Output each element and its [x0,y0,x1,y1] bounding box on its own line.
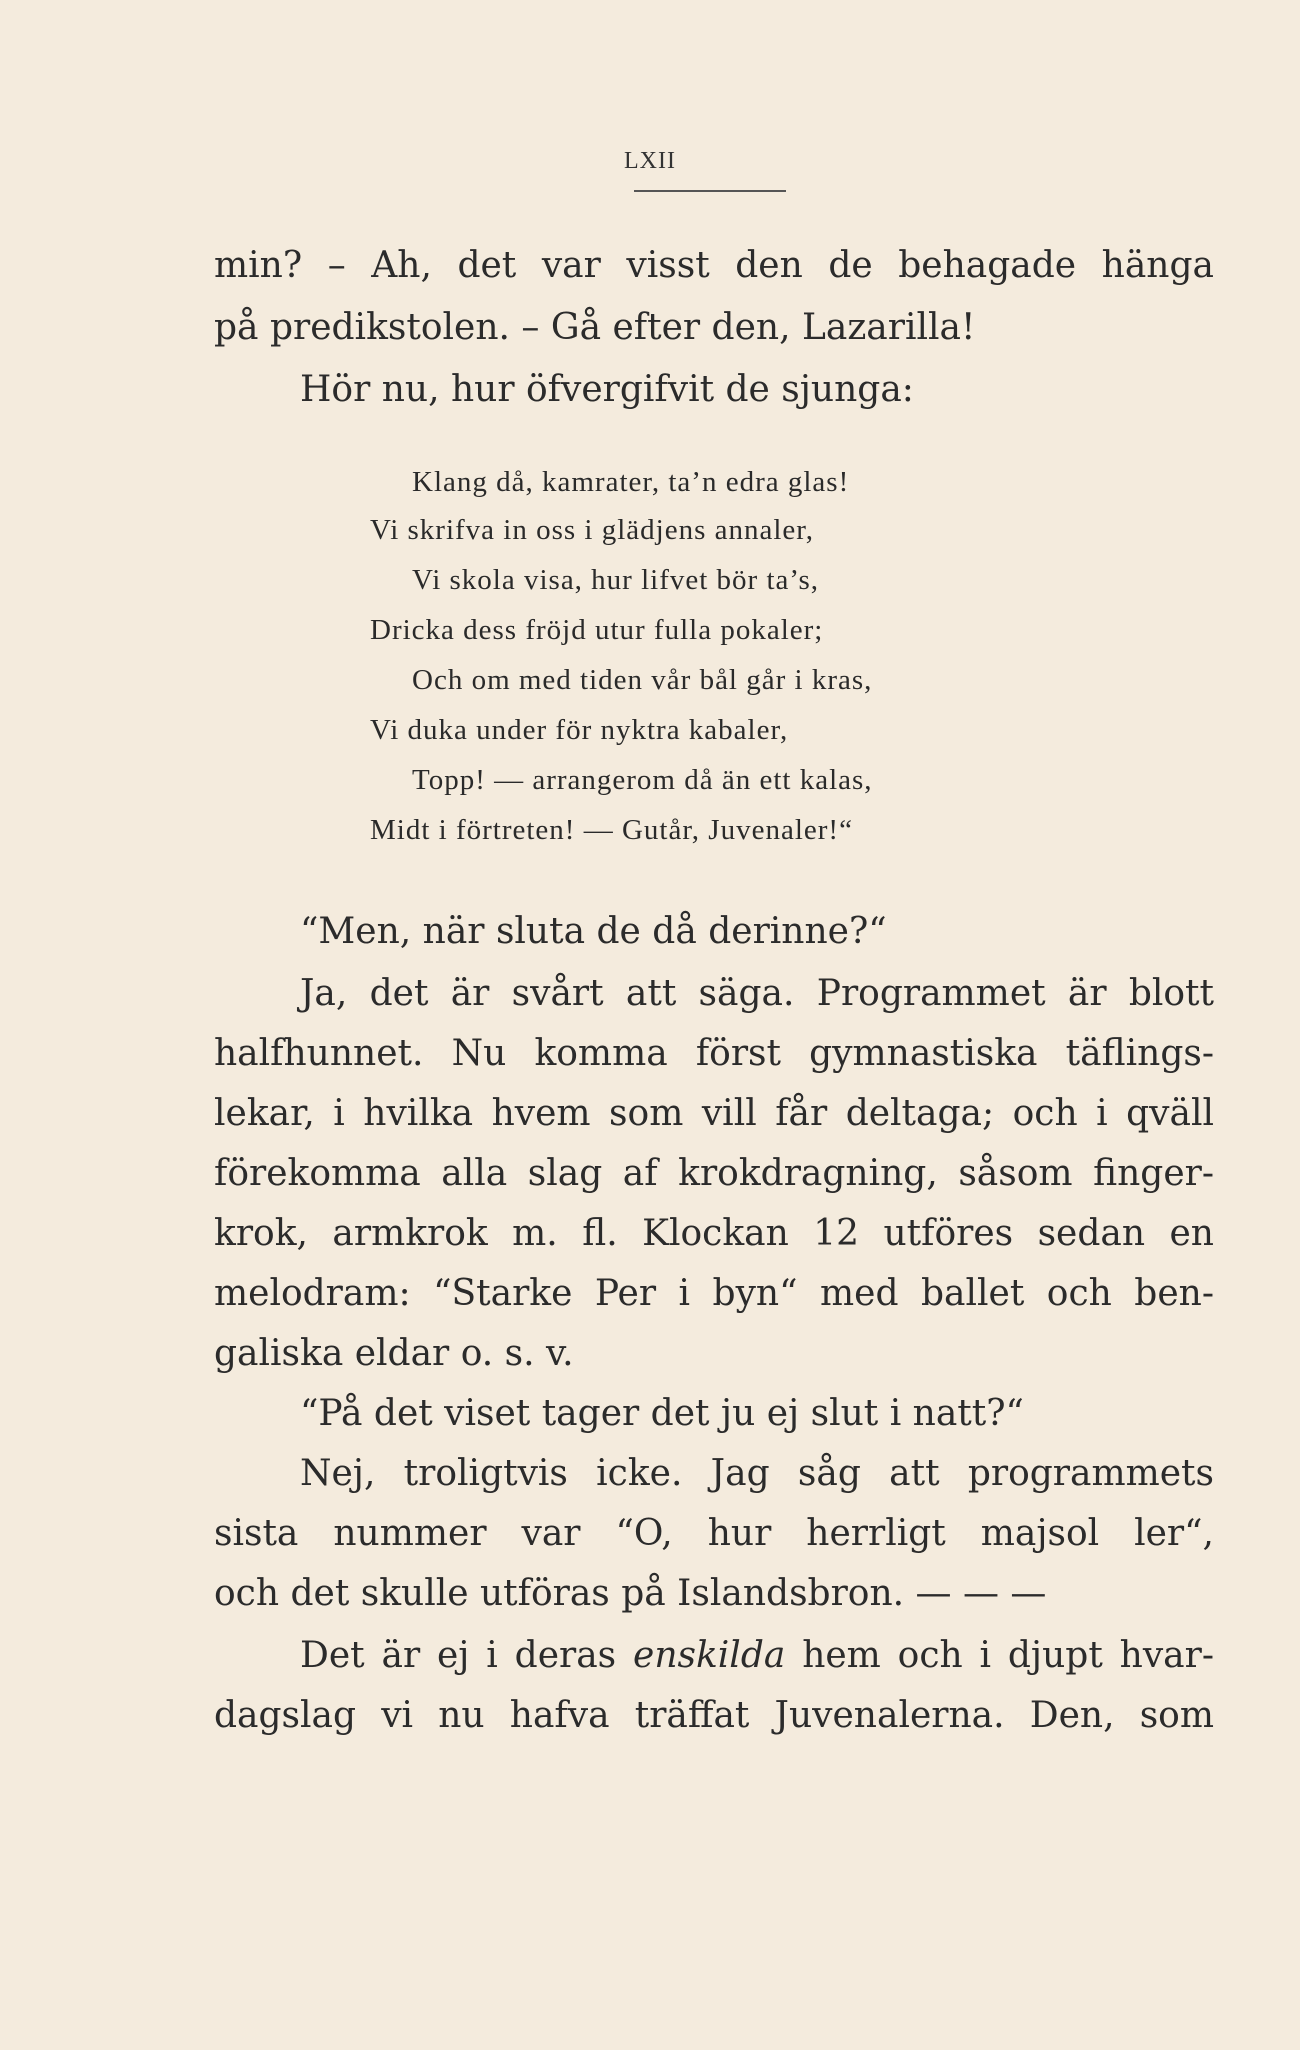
prose-line: melodram: “Starke Per i byn“ med ballet och ben- [214,1273,1214,1314]
verse-line: Topp! — arrangerom då än ett kalas, [412,764,873,796]
page-number: LXII [624,148,676,174]
prose-line [300,1634,1214,1678]
prose-line: “På det viset tager det ju ej slut i natt?“ [300,1393,1024,1434]
prose-line: Ja, det är svårt att säga. Programmet är blott [300,973,1214,1014]
prose-line: lekar, i hvilka hvem som vill får deltaga; och i qväll [214,1093,1214,1134]
verse-line: Vi duka under för nyktra kabaler, [370,714,789,746]
verse-line: Vi skola visa, hur lifvet bör ta’s, [412,564,819,596]
italic-word: enskilda [633,1635,786,1676]
prose-line: förekomma alla slag af krokdragning, såsom finger- [214,1153,1214,1194]
prose-line: krok, armkrok m. fl. Klockan 12 utföres sedan en [214,1213,1214,1254]
prose-fragment: hem och i djupt hvar- [802,1635,1214,1676]
prose-line: på predikstolen. – Gå efter den, Lazarilla! [214,307,976,348]
prose-line: Nej, troligtvis icke. Jag såg att programmets [300,1453,1214,1494]
verse-line: Och om med tiden vår bål går i kras, [412,664,873,696]
prose-line: “Men, när sluta de då derinne?“ [300,911,887,952]
prose-line: dagslag vi nu hafva träffat Juvenalerna. Den, som [214,1695,1214,1736]
prose-line: min? – Ah, det var visst den de behagade hänga [214,245,1214,286]
verse-line: Vi skrifva in oss i glädjens annaler, [370,514,815,546]
header-rule [634,190,786,192]
prose-line: sista nummer var “O, hur herrligt majsol ler“, [214,1513,1214,1554]
prose-line: galiska eldar o. s. v. [214,1333,574,1374]
prose-line: halfhunnet. Nu komma först gymnastiska täflings- [214,1033,1214,1074]
prose-line: Hör nu, hur öfvergifvit de sjunga: [300,369,914,410]
prose-line: och det skulle utföras på Islandsbron. — — — [214,1573,1047,1614]
verse-line: Klang då, kamrater, ta’n edra glas! [412,466,850,498]
verse-line: Dricka dess fröjd utur fulla pokaler; [370,614,824,646]
verse-line: Midt i förtreten! — Gutår, Juvenaler!“ [370,814,853,846]
prose-fragment: Det är ej i deras [300,1635,617,1676]
